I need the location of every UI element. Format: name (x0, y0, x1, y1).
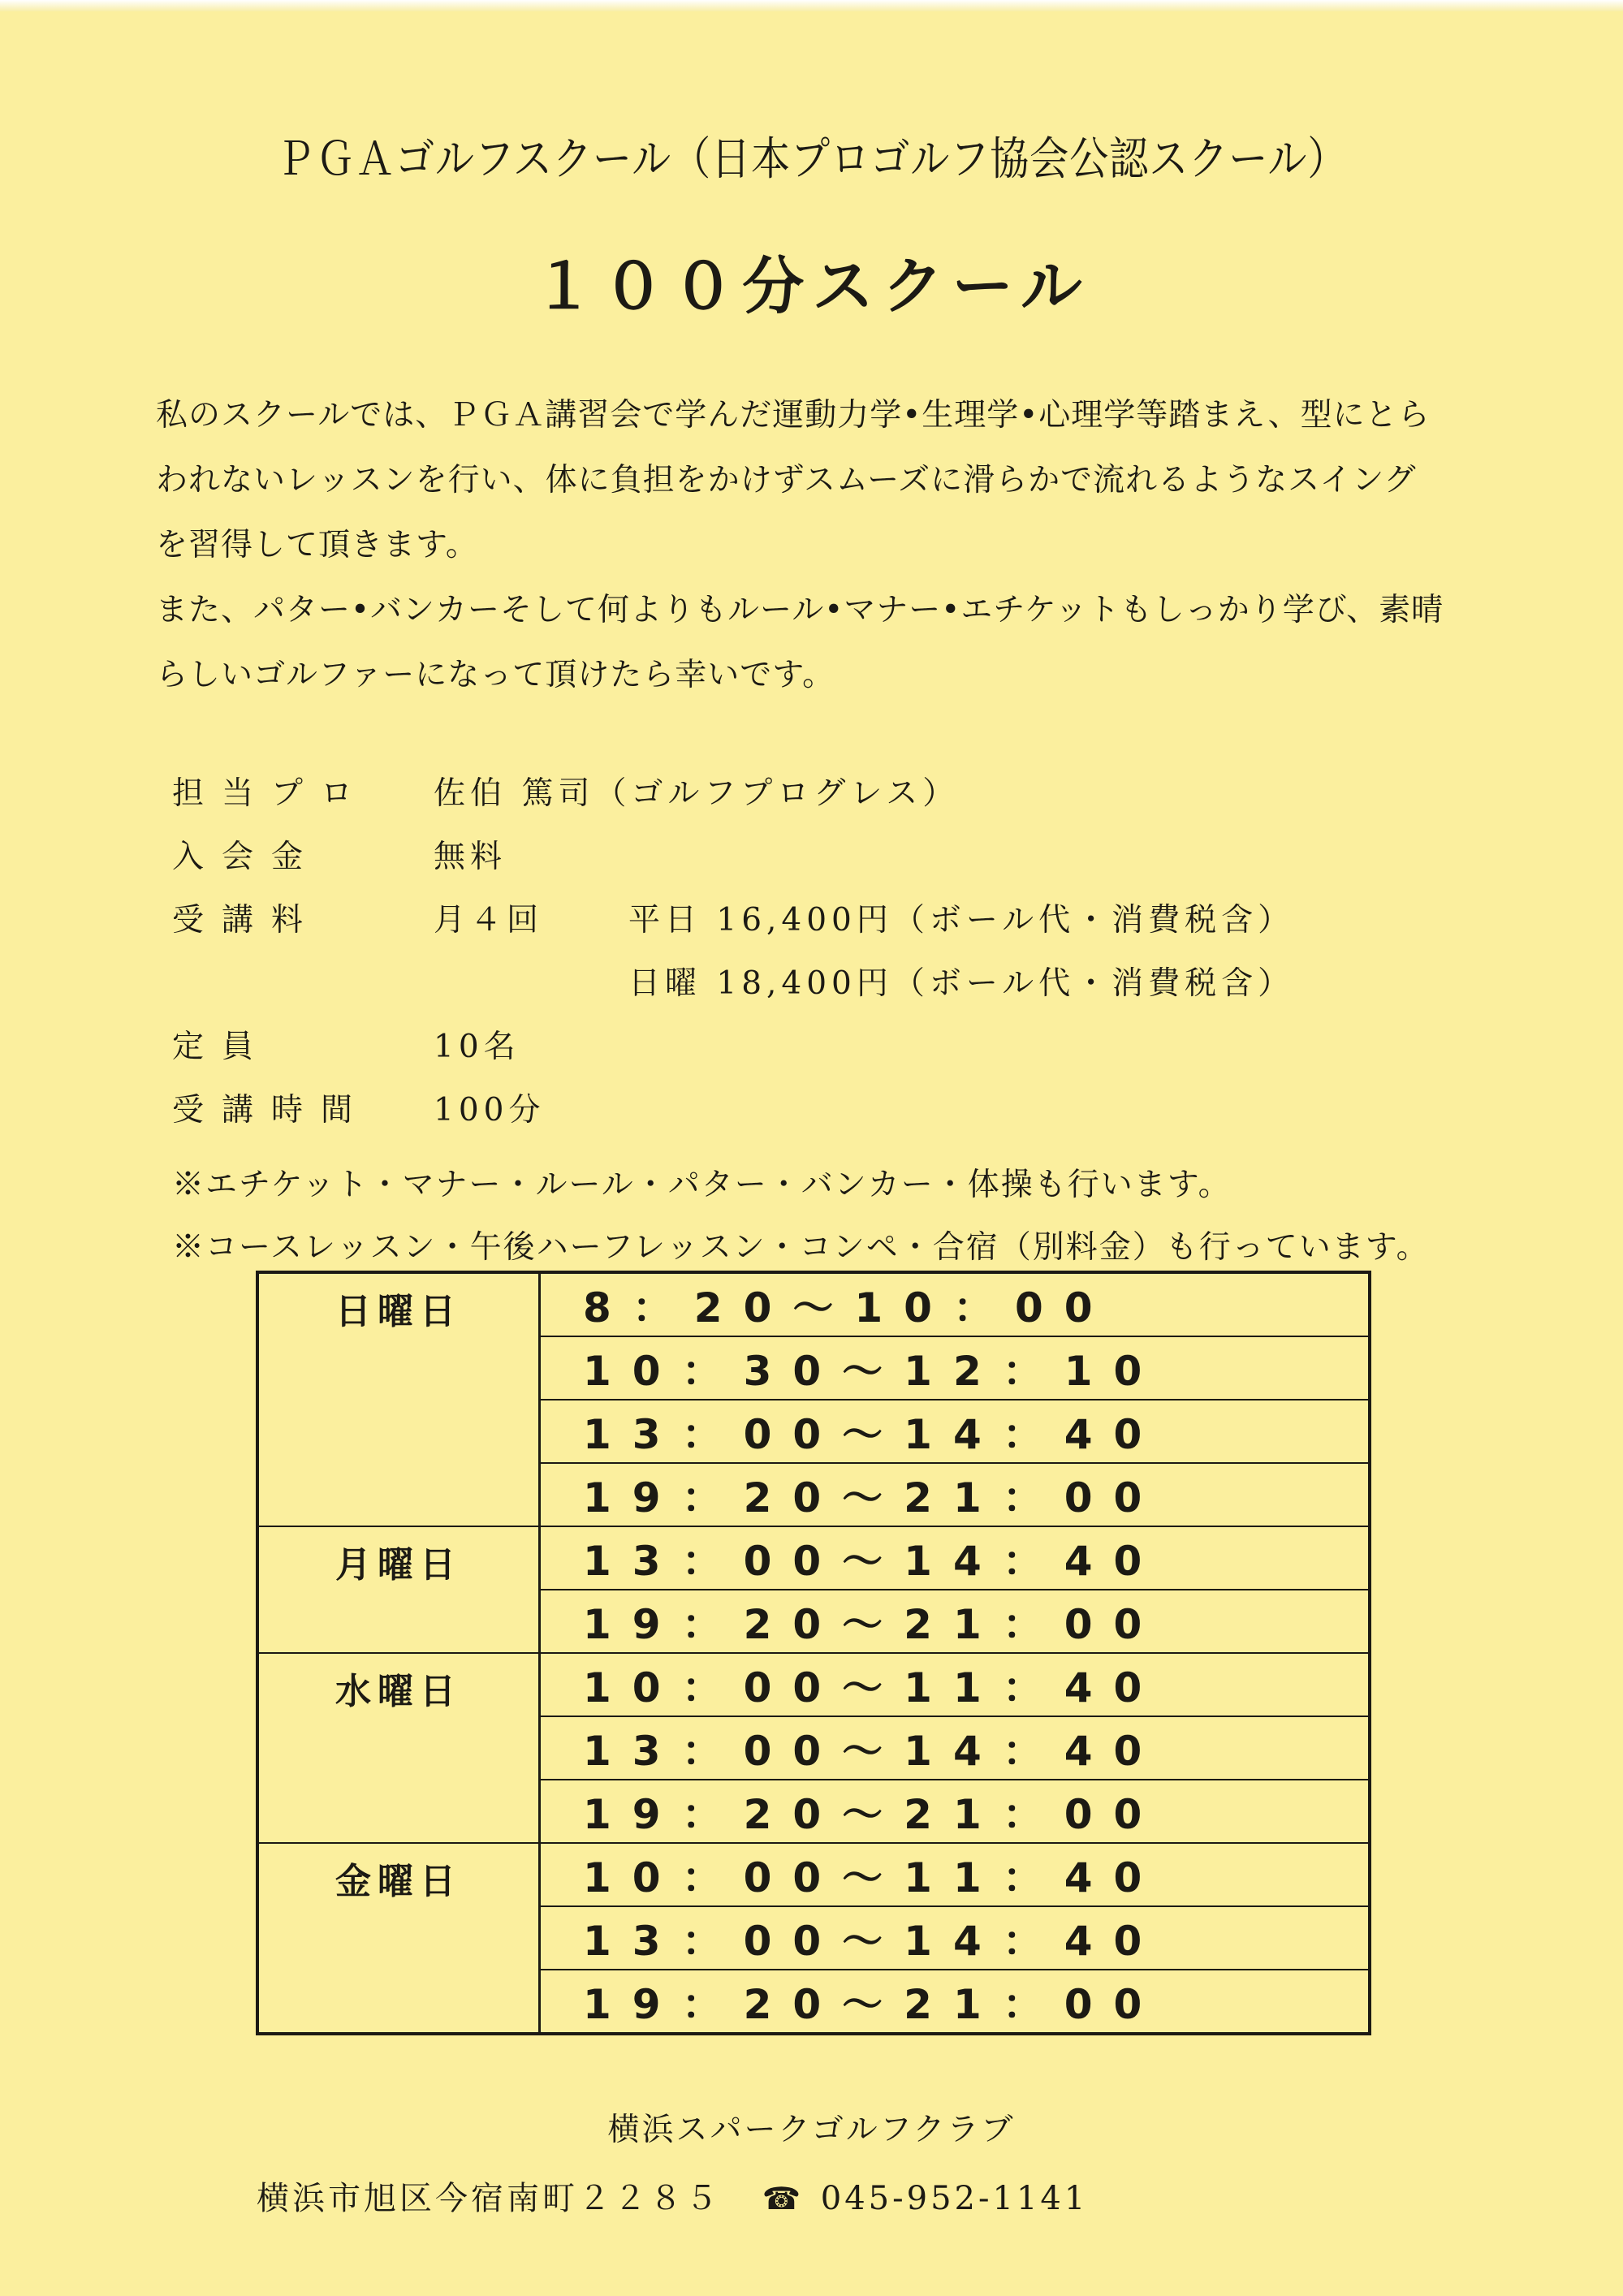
page-title: １００分スクール (533, 250, 1090, 322)
table-row (257, 1653, 1370, 1716)
info-row-capacity (172, 1021, 1536, 1085)
fee-label: 入会金 (172, 839, 322, 875)
fee-value: 無料 (434, 839, 507, 875)
paper-top-edge (0, 0, 1623, 11)
table-row (257, 1526, 1370, 1590)
day-label: 水曜日 (335, 1670, 462, 1712)
course-info (172, 768, 1536, 1148)
intro-line: 私のスクールでは、ＰＧＡ講習会で学んだ運動力学•生理学•心理学等踏まえ、型にとら (156, 397, 1431, 434)
telephone-icon: ☎ (762, 2181, 805, 2216)
time-slot: 19：20～21：00 (540, 1590, 1370, 1653)
duration-value: 100分 (434, 1092, 546, 1129)
tuition-weekday: 平日 16,400円（ボール代・消費税含） (628, 902, 1295, 939)
time-slot: 13：00～14：40 (540, 1906, 1370, 1970)
intro-line: を習得して頂きます。 (156, 527, 478, 563)
pro-value: 佐伯 篤司（ゴルフプログレス） (434, 775, 960, 812)
table-row (257, 1272, 1370, 1336)
capacity-label: 定員 (172, 1029, 272, 1065)
tuition-value: 月４回 (434, 902, 544, 939)
day-label: 金曜日 (335, 1860, 462, 1902)
pro-label: 担当プロ (172, 775, 371, 812)
intro-line: また、パター•バンカーそして何よりもルール•マナー•エチケットもしっかり学び、素晴 (156, 592, 1444, 628)
schedule-table (256, 1271, 1371, 2035)
intro-text (156, 383, 1504, 708)
time-slot: 8：20～10：00 (540, 1272, 1370, 1336)
info-row-fee (172, 831, 1536, 895)
club-address-line (257, 2173, 1088, 2219)
time-slot: 19：20～21：00 (540, 1780, 1370, 1843)
time-slot: 19：20～21：00 (540, 1463, 1370, 1526)
time-slot: 10：00～11：40 (540, 1843, 1370, 1906)
day-cell-wednesday (257, 1653, 540, 1843)
table-row (257, 1843, 1370, 1906)
time-slot: 13：00～14：40 (540, 1716, 1370, 1780)
time-slot: 19：20～21：00 (540, 1970, 1370, 2034)
duration-label: 受講時間 (172, 1092, 371, 1129)
intro-line: らしいゴルファーになって頂けたら幸いです。 (156, 657, 835, 693)
intro-line: われないレッスンを行い、体に負担をかけずスムーズに滑らかで流れるようなスイング (156, 462, 1417, 498)
info-row-tuition (172, 895, 1536, 958)
note-course-lesson: ※コースレッスン・午後ハーフレッスン・コンペ・合宿（別料金）も行っています。 (172, 1229, 1430, 1266)
day-cell-sunday (257, 1272, 540, 1526)
time-slot: 10：00～11：40 (540, 1653, 1370, 1716)
day-label: 日曜日 (335, 1291, 462, 1332)
tuition-label: 受講料 (172, 902, 322, 939)
club-address: 横浜市旭区今宿南町２２８５ (257, 2180, 721, 2217)
info-row-duration (172, 1085, 1536, 1148)
club-name: 横浜スパークゴルフクラブ (607, 2112, 1016, 2148)
note-etiquette: ※エチケット・マナー・ルール・パター・バンカー・体操も行います。 (172, 1167, 1232, 1203)
day-cell-monday (257, 1526, 540, 1653)
day-cell-friday (257, 1843, 540, 2034)
club-phone: 045-952-1141 (820, 2180, 1089, 2217)
time-slot: 10：30～12：10 (540, 1336, 1370, 1400)
time-slot: 13：00～14：40 (540, 1400, 1370, 1463)
tuition-sunday: 日曜 18,400円（ボール代・消費税含） (628, 965, 1295, 1002)
info-row-tuition-sunday (172, 958, 1536, 1021)
capacity-value: 10名 (434, 1029, 520, 1065)
school-subtitle: ＰＧＡゴルフスクール（日本プロゴルフ協会公認スクール） (275, 133, 1348, 186)
info-row-pro (172, 768, 1536, 831)
day-label: 月曜日 (335, 1543, 462, 1586)
time-slot: 13：00～14：40 (540, 1526, 1370, 1590)
